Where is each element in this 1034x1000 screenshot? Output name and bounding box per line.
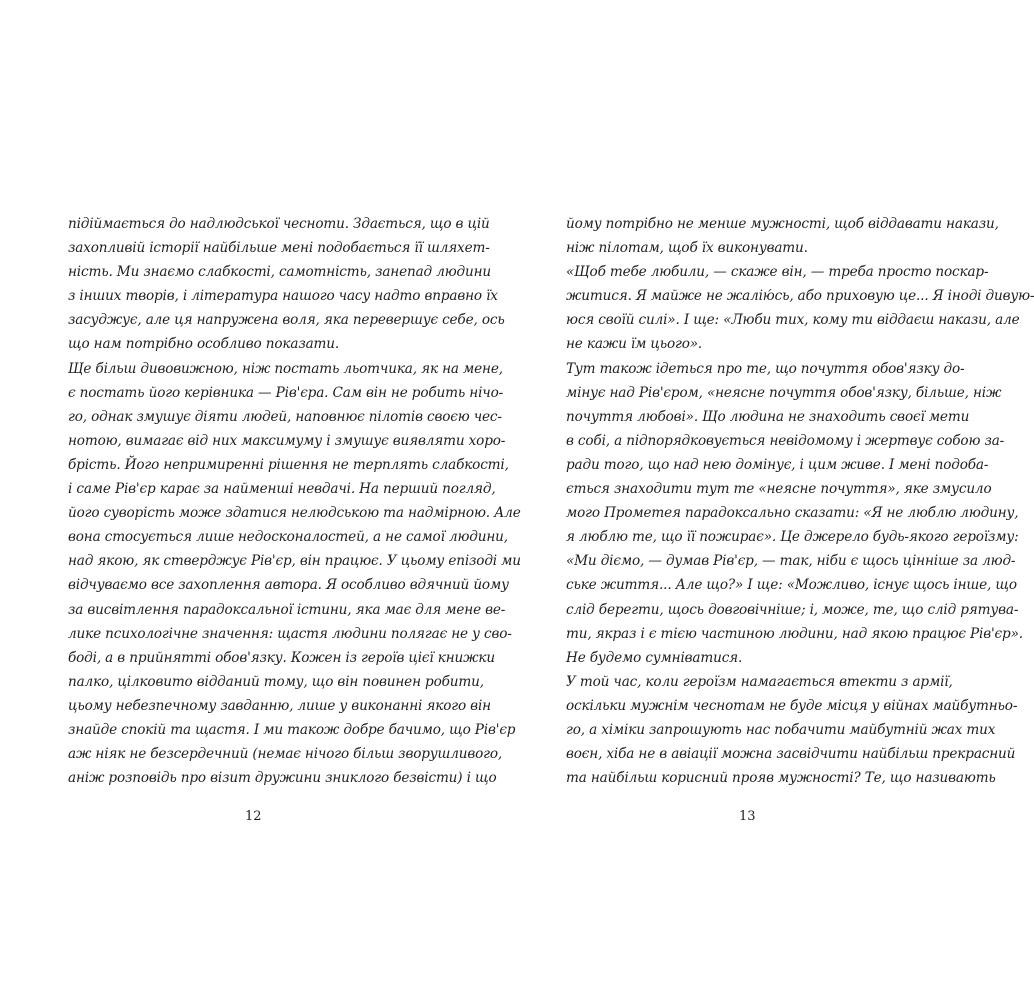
text-line: житися. Я майже не жалію́сь, або приховую це... Я іноді дивую- — [566, 288, 1034, 305]
text-line: «Щоб тебе любили, — скаже він, — треба просто поскар- — [566, 264, 989, 281]
text-line: я люблю те, що її пожирає». Це джерело будь-якого героїзму: — [566, 529, 1019, 546]
text-line: ське життя... Але що?» І ще: «Можливо, існує щось інше, що — [566, 577, 1017, 594]
text-line: його суворість може здатися нелюдською та надмірною. Але — [68, 505, 521, 522]
text-line: юся своїй силі». І ще: «Люби тих, кому ти віддаєш накази, але — [566, 312, 1020, 329]
text-line: лике психологічне значення: щастя людини полягає не у сво- — [68, 625, 512, 642]
text-line: ність. Ми знаємо слабкості, самотність, занепад людини — [68, 264, 491, 281]
text-line: є постать його керівника — Рів'єра. Сам він не робить нічо- — [68, 384, 504, 401]
text-line: вона стосується лише недосконалостей, а не самої людини, — [68, 529, 508, 546]
text-line: ради того, що над нею домінує, і цим живе. І мені подоба- — [566, 456, 989, 473]
text-line: брість. Його непримиренні рішення не терплять слабкості, — [68, 456, 509, 473]
text-line: підіймається до надлюдської чесноти. Здається, що в цій — [68, 216, 490, 232]
text-line: оскільки мужнім чеснотам не буде місця у війнах майбутньо- — [566, 697, 1018, 714]
text-line: воєн, хіба не в авіації можна засвідчити найбільш прекрасний — [566, 746, 1016, 763]
text-line: Ще більш дивовижною, ніж постать льотчика, як на мене, — [68, 360, 503, 377]
right-page-text — [566, 212, 1034, 790]
text-line: Не будемо сумніватися. — [566, 649, 743, 666]
text-line: над якою, як стверджує Рів'єр, він працює. У цьому епізоді ми — [68, 553, 521, 570]
text-line: ється знаходити тут те «неясне почуття», яке змусило — [566, 481, 992, 498]
text-line: У той час, коли героїзм намагається втекти з армії, — [566, 673, 953, 690]
text-line: за висвітлення парадоксальної істини, яка має для мене ве- — [68, 601, 506, 618]
text-line: мого Прометея парадоксально сказати: «Я не люблю людину, — [566, 505, 1019, 522]
text-line: ніж пілотам, щоб їх виконувати. — [566, 240, 808, 257]
text-line: палко, цілковито відданий тому, що він повинен робити, — [68, 673, 484, 690]
text-line: нотою, вимагає від них максимуму і змушує виявляти хоро- — [68, 432, 506, 449]
text-line: йому потрібно не менше мужності, щоб віддавати накази, — [566, 216, 999, 232]
text-line: аніж розповідь про візит дружини зниклого безвісти) і що — [68, 770, 497, 787]
text-line: відчуваємо все захоплення автора. Я особливо вдячний йому — [68, 577, 509, 594]
text-line: «Ми діємо, — думав Рів'єр, — так, ніби є щось цінніше за люд- — [566, 553, 1016, 570]
text-line: в собі, а підпорядковується невідомому і жертвує собою за- — [566, 432, 1005, 449]
text-line: почуття любові». Що людина не знаходить своєї мети — [566, 408, 970, 425]
text-line: з інших творів, і література нашого часу надто вправно їх — [68, 288, 498, 305]
text-line: і саме Рів'єр карає за найменші невдачі. На перший погляд, — [68, 481, 496, 498]
text-line: ти, якраз і є тією частиною людини, над якою працює Рів'єр». — [566, 625, 1023, 642]
text-line: аж ніяк не безсердечний (немає нічого більш зворушливого, — [68, 746, 503, 763]
text-line: слід берегти, щось довговічніше; і, може, те, що слід рятува- — [566, 601, 1019, 618]
text-line: не кажи їм цього». — [566, 336, 703, 353]
text-line: що нам потрібно особливо показати. — [68, 336, 340, 353]
left-page-text — [68, 212, 521, 790]
text-line: Тут також ідеться про те, що почуття обов'язку до- — [566, 360, 965, 377]
text-line: цьому небезпечному завданню, лише у виконанні якого він — [68, 697, 491, 714]
text-line: знайде спокій та щастя. І ми також добре бачимо, що Рів'єр — [68, 721, 516, 738]
page-number-right: 13 — [739, 809, 756, 824]
text-line: засуджує, але ця напружена воля, яка перевершує себе, ось — [68, 312, 505, 329]
text-line: мінує над Рів'єром, «неясне почуття обов'язку, більше, ніж — [566, 384, 1002, 401]
text-line: боді, а в прийнятті обов'язку. Кожен із героїв цієї книжки — [68, 649, 495, 666]
text-line: захопливій історії найбільше мені подобається її шляхет- — [68, 240, 490, 257]
page-number-left: 12 — [245, 809, 262, 824]
text-line: та найбільш корисний прояв мужності? Те, що називають — [566, 770, 996, 787]
text-line: го, однак змушує діяти людей, наповнює пілотів своєю чес- — [68, 408, 502, 425]
text-line: го, а хіміки запрошують нас побачити майбутній жах тих — [566, 721, 996, 738]
